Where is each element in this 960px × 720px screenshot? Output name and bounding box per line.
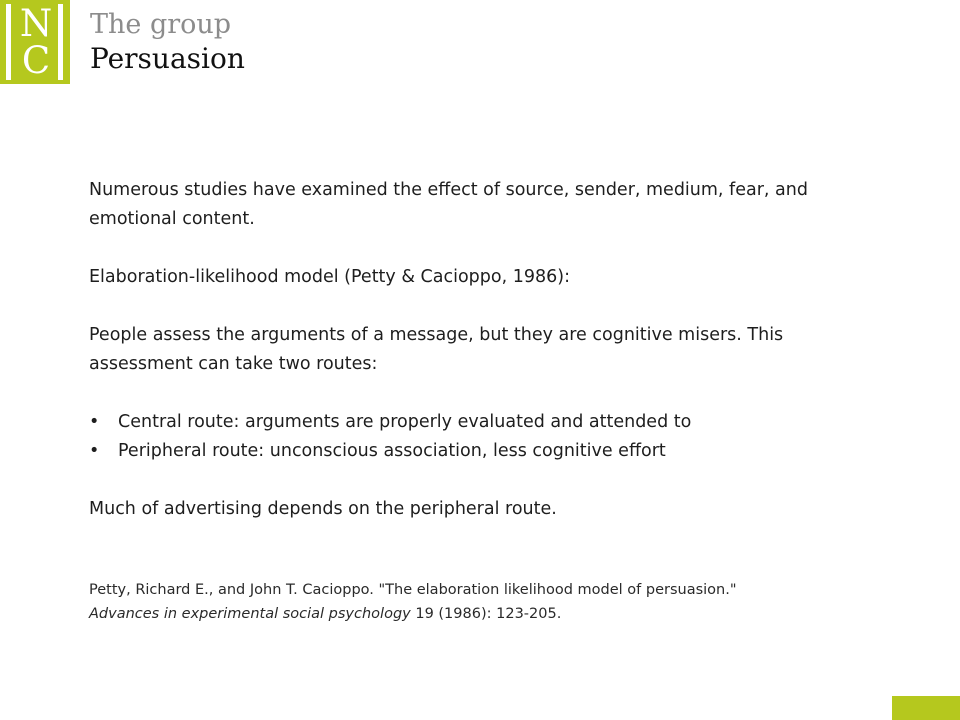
reference-authors-title: Petty, Richard E., and John T. Cacioppo. "The elaboration likelihood model of persuasion." (89, 582, 737, 598)
paragraph-assessment: People assess the arguments of a message, but they are cognitive misers. This assessment can take two routes: (89, 325, 784, 374)
slide-body (89, 176, 879, 524)
bullet-icon: • (89, 412, 100, 432)
paragraph-studies: Numerous studies have examined the effect of source, sender, medium, fear, and emotional content. (89, 180, 808, 229)
reference-citation (89, 578, 889, 626)
paragraph-elm: Elaboration-likelihood model (Petty & Cacioppo, 1986): (89, 267, 570, 287)
peripheral-route-text: Peripheral route: unconscious association, less cognitive effort (118, 441, 666, 461)
logo-letter-c: C (21, 39, 51, 82)
list-item (89, 408, 879, 437)
reference-details: 19 (1986): 123-205. (415, 606, 562, 622)
section-kicker: The group (90, 9, 232, 40)
logo (0, 0, 70, 84)
central-route-text: Central route: arguments are properly evaluated and attended to (118, 412, 692, 432)
title-block (90, 8, 245, 76)
bullet-icon: • (89, 441, 100, 461)
reference-journal: Advances in experimental social psychology (89, 606, 411, 622)
logo-right-bar (58, 4, 63, 80)
reference-source (89, 602, 889, 626)
slide-title: Persuasion (90, 42, 245, 75)
corner-accent-bar (892, 696, 960, 720)
logo-letter-n: N (19, 2, 53, 45)
paragraph-advertising: Much of advertising depends on the peripheral route. (89, 499, 557, 519)
routes-list (89, 408, 879, 466)
list-item (89, 437, 879, 466)
logo-left-bar (6, 4, 11, 80)
